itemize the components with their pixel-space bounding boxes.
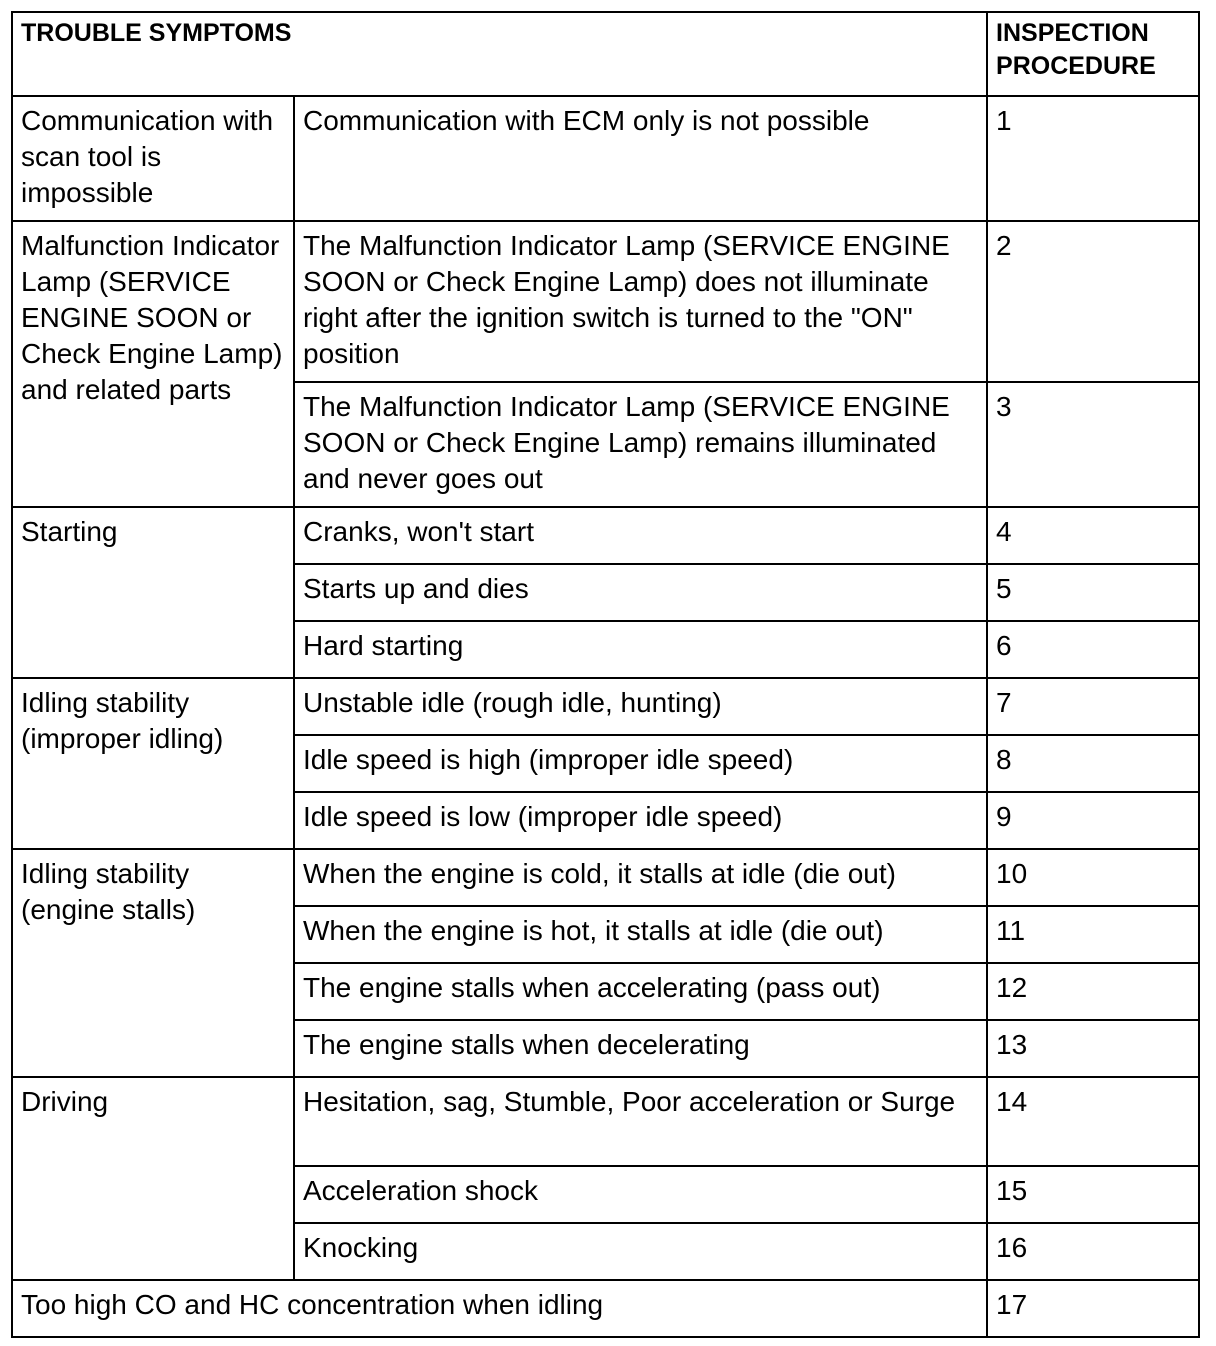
- procedure-cell: 4: [987, 507, 1199, 564]
- symptom-cell: Communication with ECM only is not possible: [294, 96, 987, 221]
- table-row: [12, 96, 1199, 221]
- procedure-cell: 10: [987, 849, 1199, 906]
- symptom-cell: Unstable idle (rough idle, hunting): [294, 678, 987, 735]
- category-cell: Malfunction Indicator Lamp (SERVICE ENGINE SOON or Check Engine Lamp) and related parts: [12, 221, 294, 507]
- procedure-cell: 1: [987, 96, 1199, 221]
- symptom-cell: Starts up and dies: [294, 564, 987, 621]
- table-row: [12, 507, 1199, 564]
- procedure-cell: 3: [987, 382, 1199, 507]
- header-procedure-line1: INSPECTION: [996, 19, 1149, 47]
- header-trouble-symptoms: TROUBLE SYMPTOMS: [12, 12, 987, 96]
- procedure-cell: 14: [987, 1077, 1199, 1166]
- trouble-symptoms-table: [11, 11, 1200, 1338]
- symptom-cell: The engine stalls when accelerating (pass out): [294, 963, 987, 1020]
- symptom-cell: The engine stalls when decelerating: [294, 1020, 987, 1077]
- procedure-cell: 12: [987, 963, 1199, 1020]
- symptom-cell: Idle speed is low (improper idle speed): [294, 792, 987, 849]
- table-row: [12, 849, 1199, 906]
- procedure-cell: 9: [987, 792, 1199, 849]
- table-row: [12, 1077, 1199, 1166]
- symptom-cell: Knocking: [294, 1223, 987, 1280]
- procedure-cell: 8: [987, 735, 1199, 792]
- procedure-cell: 6: [987, 621, 1199, 678]
- header-inspection-procedure: [987, 12, 1199, 96]
- symptom-cell: Idle speed is high (improper idle speed): [294, 735, 987, 792]
- symptom-cell: Acceleration shock: [294, 1166, 987, 1223]
- symptom-cell: When the engine is hot, it stalls at idle (die out): [294, 906, 987, 963]
- header-procedure-line2: PROCEDURE: [996, 52, 1156, 80]
- category-cell: Driving: [12, 1077, 294, 1280]
- symptom-cell: When the engine is cold, it stalls at idle (die out): [294, 849, 987, 906]
- header-row: [12, 12, 1199, 96]
- procedure-cell: 2: [987, 221, 1199, 382]
- procedure-cell: 16: [987, 1223, 1199, 1280]
- procedure-cell: 7: [987, 678, 1199, 735]
- symptom-cell: Cranks, won't start: [294, 507, 987, 564]
- procedure-cell: 17: [987, 1280, 1199, 1337]
- category-cell: Communication with scan tool is impossible: [12, 96, 294, 221]
- procedure-cell: 13: [987, 1020, 1199, 1077]
- procedure-cell: 11: [987, 906, 1199, 963]
- table-row: [12, 221, 1199, 382]
- symptom-cell: Hard starting: [294, 621, 987, 678]
- procedure-cell: 15: [987, 1166, 1199, 1223]
- procedure-cell: 5: [987, 564, 1199, 621]
- category-cell: Idling stability (engine stalls): [12, 849, 294, 1077]
- symptom-cell: Too high CO and HC concentration when idling: [12, 1280, 987, 1337]
- symptom-cell: The Malfunction Indicator Lamp (SERVICE ENGINE SOON or Check Engine Lamp) remains illuminated and never goes out: [294, 382, 987, 507]
- table-row: [12, 678, 1199, 735]
- category-cell: Starting: [12, 507, 294, 678]
- symptom-cell: Hesitation, sag, Stumble, Poor acceleration or Surge: [294, 1077, 987, 1166]
- symptom-cell: The Malfunction Indicator Lamp (SERVICE ENGINE SOON or Check Engine Lamp) does not illuminate right after the ignition switch is turned to the "ON" position: [294, 221, 987, 382]
- category-cell: Idling stability (improper idling): [12, 678, 294, 849]
- table-row: [12, 1280, 1199, 1337]
